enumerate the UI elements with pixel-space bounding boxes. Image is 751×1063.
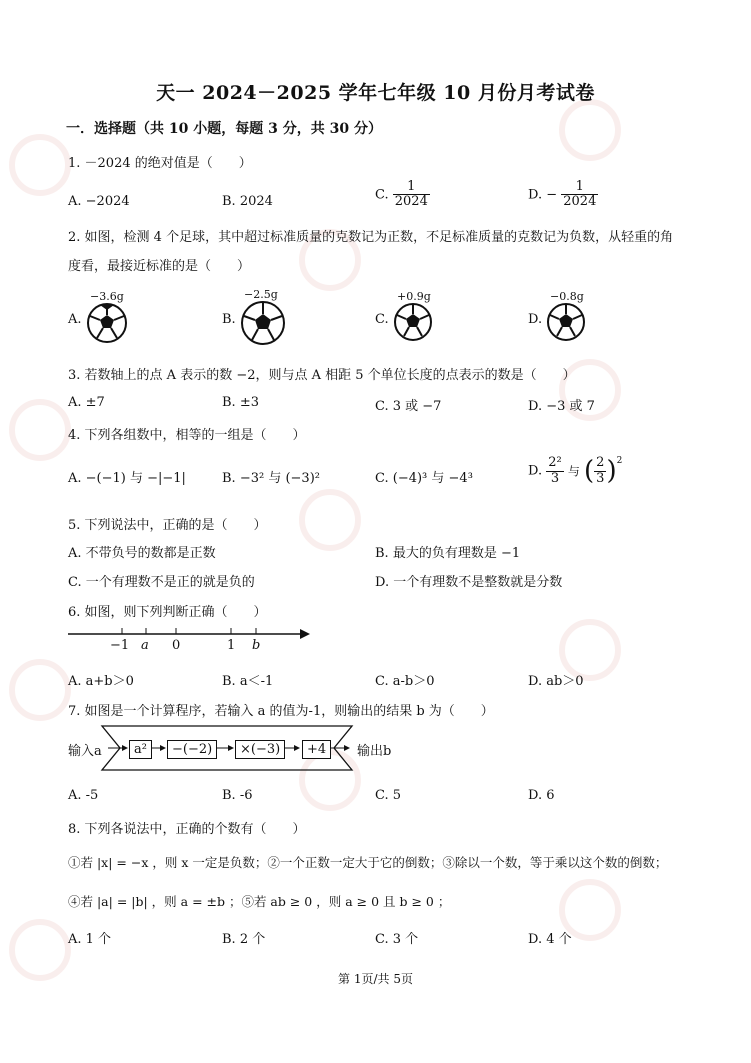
q6-option-c: C. a-b＞0 [375, 674, 435, 689]
q1-option-d [528, 180, 598, 210]
q5-option-a: A. 不带负号的数都是正数 [68, 546, 216, 561]
section-heading: 一．选择题（共 10 小题，每题 3 分，共 30 分） [66, 121, 382, 137]
number-line-tick-a: a [141, 638, 149, 653]
q4-option-d: D. $\frac{\text{2²}}{3}$ 与 ( $\frac{2}{3}$ )$^2$ [528, 455, 623, 486]
q4-option-c: C. (−4)³ 与 −4³ [375, 471, 473, 486]
q1-option-c-denominator: 2024 [394, 194, 428, 210]
q6-option-d: D. ab＞0 [528, 674, 584, 689]
q4-option-b: B. −3² 与 (−3)² [222, 471, 320, 486]
number-line-tick-0: 0 [172, 638, 181, 653]
program-output-label: 输出b [357, 744, 392, 759]
number-line-tick-b: b [252, 638, 261, 653]
q1-option-a: A. −2024 [68, 194, 130, 209]
q1-option-c-label: C. [375, 187, 389, 203]
soccer-ball-icon [86, 302, 128, 344]
program-step-plus4: +4 [302, 738, 331, 759]
q8-line2: ④若 |a| = |b| ，则 a = ±b ；⑤若 ab ≥ 0 ，则 a ≥ 0 且 b ≥ 0 ； [68, 894, 451, 909]
q7-option-d: D. 6 [528, 788, 555, 803]
q1-option-b: B. 2024 [222, 194, 273, 209]
number-line [66, 622, 316, 654]
program-step-add: −(−2) [167, 738, 217, 759]
q2-label-b: B. [222, 312, 236, 327]
q8-option-b: B. 2 个 [222, 932, 266, 947]
q3-option-a: A. ±7 [68, 395, 105, 410]
q2-label-c: C. [375, 312, 389, 327]
q2-mass-a: −3.6g [90, 290, 124, 303]
q4-option-d-and: 与 [567, 464, 580, 479]
q8-option-c: C. 3 个 [375, 932, 419, 947]
q6-option-a: A. a+b＞0 [68, 674, 134, 689]
q1-option-d-numerator: 1 [561, 180, 598, 195]
q3-option-c: C. 3 或 −7 [375, 399, 442, 414]
q1-option-c [375, 180, 430, 210]
page-title: 天一 2024－2025 学年七年级 10 月份月考试卷 [156, 82, 595, 104]
program-input-label: 输入a [68, 744, 102, 759]
q3-stem: 3. 若数轴上的点 A 表示的数 −2，则与点 A 相距 5 个单位长度的点表示的数是（ ） [68, 368, 576, 383]
q3-option-d: D. −3 或 7 [528, 399, 595, 414]
q7-stem: 7. 如图是一个计算程序，若输入 a 的值为-1，则输出的结果 b 为（ ） [68, 704, 494, 719]
q2-stem-line2: 度看，最接近标准的是（ ） [68, 259, 251, 274]
q2-mass-b: −2.5g [244, 288, 278, 301]
page-footer: 第 1页/共 5页 [338, 972, 413, 986]
q2-stem-line1: 2. 如图，检测 4 个足球，其中超过标准质量的克数记为正数，不足标准质量的克数记为负数，从轻重的角 [68, 230, 674, 245]
q4-d-fraction-1: $\frac{\text{2²}}{3}$ [548, 455, 562, 486]
q2-label-a: A. [68, 312, 82, 327]
q5-stem: 5. 下列说法中，正确的是（ ） [68, 518, 267, 533]
q5-option-c: C. 一个有理数不是正的就是负的 [68, 575, 255, 590]
q8-line1: ①若 |x| = −x ，则 x 一定是负数；②一个正数一定大于它的倒数；③除以一个数，等于乘以这个数的倒数； [68, 855, 668, 870]
q7-option-b: B. -6 [222, 788, 253, 803]
q2-mass-d: −0.8g [550, 290, 584, 303]
q4-option-d-label: D. [528, 463, 543, 479]
q8-option-d: D. 4 个 [528, 932, 572, 947]
q2-label-d: D. [528, 312, 543, 327]
q3-option-b: B. ±3 [222, 395, 259, 410]
soccer-ball-icon [393, 302, 433, 342]
q1-option-d-label: D. − [528, 187, 558, 203]
q8-stem: 8. 下列各说法中，正确的个数有（ ） [68, 822, 306, 837]
q2-mass-c: +0.9g [397, 290, 431, 303]
number-line-tick-1: 1 [227, 638, 236, 653]
q5-option-d: D. 一个有理数不是整数就是分数 [375, 575, 563, 590]
soccer-ball-icon [546, 302, 586, 342]
q1-option-c-numerator: 1 [393, 180, 430, 195]
q6-option-b: B. a＜-1 [222, 674, 274, 689]
q8-option-a: A. 1 个 [68, 932, 112, 947]
q4-option-a: A. −(−1) 与 −|−1| [68, 471, 186, 486]
number-line-tick-neg1: −1 [110, 638, 130, 653]
q4-stem: 4. 下列各组数中，相等的一组是（ ） [68, 428, 306, 443]
program-step-multiply: ×(−3) [235, 738, 285, 759]
q6-stem: 6. 如图，则下列判断正确（ ） [68, 605, 267, 620]
q1-stem: 1. －2024 的绝对值是（ ） [68, 156, 252, 171]
q1-option-d-denominator: 2024 [563, 194, 597, 210]
q4-d-fraction-2: $\frac{2}{3}$ [596, 455, 605, 486]
q7-option-a: A. -5 [68, 788, 99, 803]
program-step-square: a² [129, 738, 152, 759]
soccer-ball-icon [240, 300, 286, 346]
q7-option-c: C. 5 [375, 788, 402, 803]
q5-option-b: B. 最大的负有理数是 −1 [375, 546, 521, 561]
